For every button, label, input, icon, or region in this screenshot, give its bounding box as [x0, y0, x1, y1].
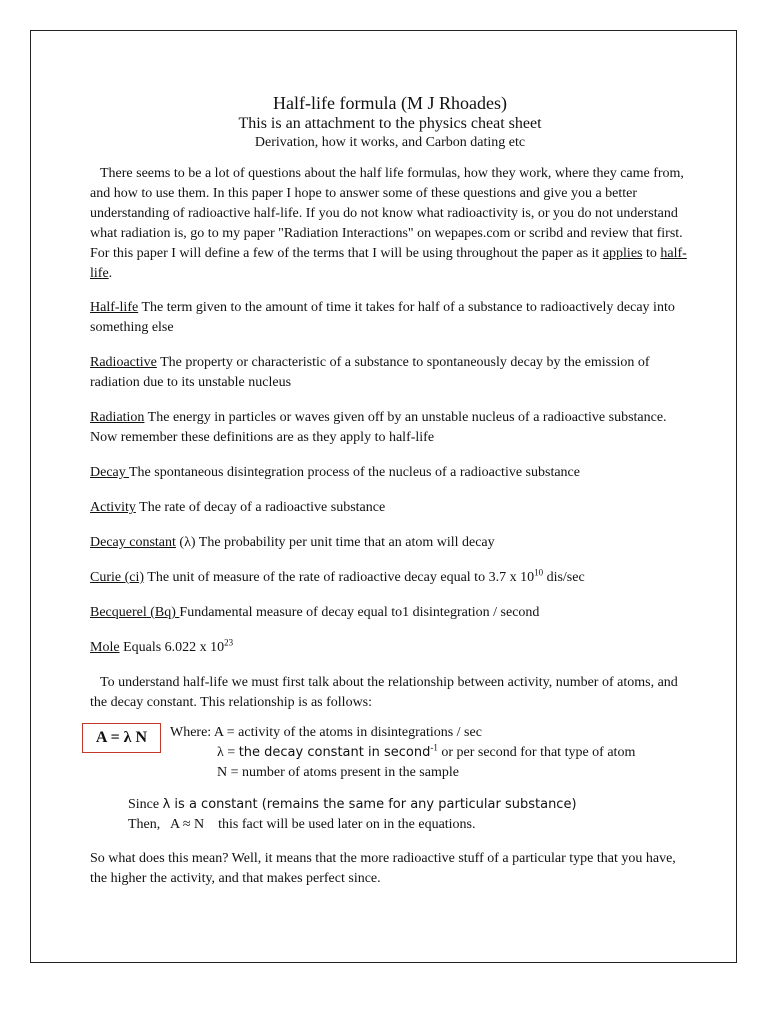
intro-paragraph — [90, 164, 690, 284]
legend-activity: Where: A = activity of the atoms in disintegrations / sec — [170, 725, 482, 740]
intro-text-3: . — [108, 266, 113, 281]
intro-text-2: to — [642, 246, 661, 261]
definition-text: Fundamental measure of decay equal to1 disintegration / second — [179, 605, 540, 620]
definition-term: Curie (ci) — [90, 570, 145, 585]
definition-term: Radioactive — [90, 355, 157, 370]
since-line-2: Then, A ≈ N this fact will be used later on in the equations. — [128, 817, 476, 832]
legend-lambda-text: the decay constant in second — [238, 745, 431, 760]
intro-text: There seems to be a lot of questions about the half life formulas, how they work, where they came from, and how to use them. In this paper I hope to answer some of these questions and give you a better understanding of radioactive half-life. If you do not know what radioactivity is, or you do not understand what radiation is, go to my paper "Radiation Interactions" on wepapes.com or scribd and review that first. For this paper I will define a few of the terms that I will be using throughout the paper as it — [90, 166, 684, 261]
definition-term: Radiation — [90, 410, 145, 425]
definition-text: (λ) The probability per unit time that an atom will decay — [175, 535, 495, 550]
definition-radioactive — [90, 353, 690, 393]
document-subheading: Derivation, how it works, and Carbon dating etc — [254, 135, 526, 150]
definition-half-life — [90, 298, 690, 338]
definition-unit: dis/sec — [543, 570, 585, 585]
since-note — [128, 795, 690, 835]
definition-curie — [90, 568, 690, 588]
document-title: Half-life formula (M J Rhoades) — [273, 93, 507, 113]
definition-decay — [90, 463, 690, 483]
definition-activity — [90, 498, 690, 518]
definition-text: The spontaneous disintegration process of the nucleus of a radioactive substance — [129, 465, 580, 480]
definition-text: The energy in particles or waves given off by an unstable nucleus of a radioactive substance. Now remember these definitions are as they apply to half-life — [90, 410, 667, 445]
exponent: 23 — [224, 637, 234, 648]
half-life-link: half-life — [90, 246, 687, 281]
legend-lambda — [170, 743, 635, 763]
formula-section — [90, 723, 690, 787]
document-body — [90, 92, 690, 889]
definition-text: The rate of decay of a radioactive substance — [135, 500, 386, 515]
definition-term: Mole — [90, 640, 120, 655]
definition-radiation — [90, 408, 690, 448]
definition-text: The unit of measure of the rate of radioactive decay equal to 3.7 x 10 — [144, 570, 535, 585]
applies-link: applies — [602, 246, 643, 261]
definition-term: Decay — [90, 465, 129, 480]
since-line-1 — [128, 795, 690, 815]
formula-legend — [170, 723, 635, 783]
definition-term: Activity — [90, 500, 136, 515]
definition-text: Equals 6.022 x 10 — [119, 640, 225, 655]
lambda-symbol: λ = — [217, 745, 239, 760]
legend-atoms: N = number of atoms present in the sample — [217, 765, 459, 780]
formula-box: A = λ N — [82, 723, 161, 753]
exponent: -1 — [430, 742, 438, 753]
definition-text: The property or characteristic of a substance to spontaneously decay by the emission of radiation due to its unstable nucleus — [90, 355, 650, 390]
relationship-intro: To understand half-life we must first talk about the relationship between activity, number of atoms, and the decay constant. This relationship is as follows: — [90, 675, 678, 710]
since-text: Since — [128, 797, 163, 812]
definition-mole — [90, 638, 690, 658]
definition-decay-constant — [90, 533, 690, 553]
document-subtitle: This is an attachment to the physics cheat sheet — [238, 115, 542, 132]
since-constant-text: λ is a constant (remains the same for any particular substance) — [162, 797, 577, 812]
definition-term: Decay constant — [90, 535, 176, 550]
legend-lambda-tail: or per second for that type of atom — [437, 745, 636, 760]
definition-text: The term given to the amount of time it takes for half of a substance to radioactively decay into something else — [90, 300, 675, 335]
definition-becquerel — [90, 603, 690, 623]
definition-term: Becquerel (Bq) — [90, 605, 180, 620]
conclusion-paragraph: So what does this mean? Well, it means that the more radioactive stuff of a particular type that you have, the higher the activity, and that makes perfect since. — [90, 851, 676, 886]
definition-term: Half-life — [90, 300, 139, 315]
exponent: 10 — [534, 567, 544, 578]
